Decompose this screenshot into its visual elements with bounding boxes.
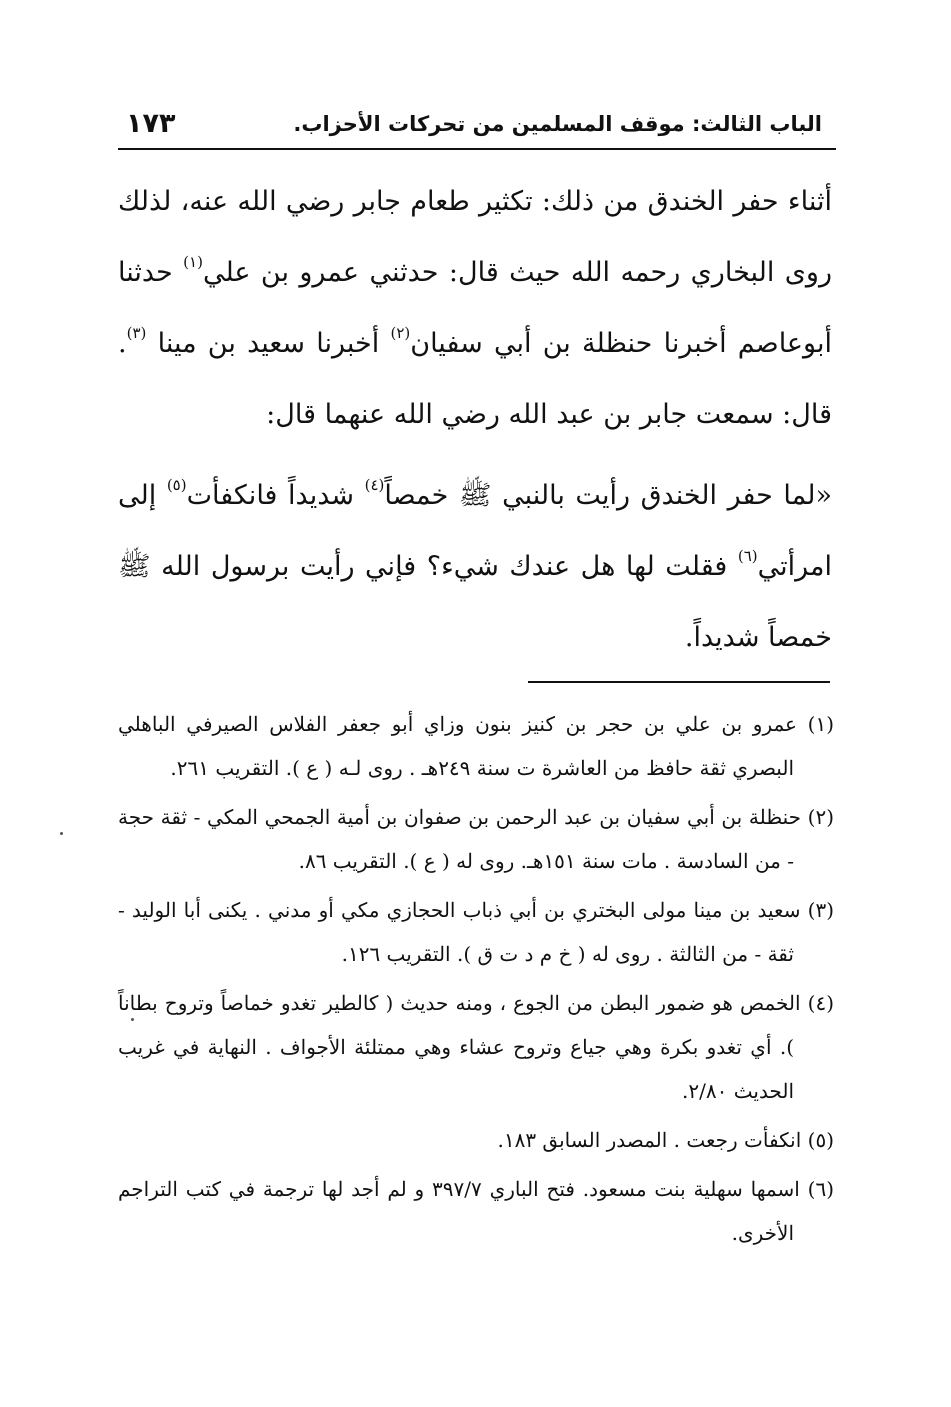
footnotes xyxy=(118,702,834,1260)
quote-text-2: شديداً فانكفأت xyxy=(186,480,365,511)
quote-text-1: «لما حفر الخندق رأيت بالنبي ﷺ خمصاً xyxy=(384,480,832,511)
footnote-ref-4[interactable]: (٤) xyxy=(364,476,385,494)
footnote-separator xyxy=(528,681,830,683)
intro-text-1: أثناء حفر الخندق من ذلك: تكثير طعام جابر رضي الله عنه، لذلك روى البخاري رحمه الله حيث قال: حدثني عمرو بن علي xyxy=(118,186,832,288)
footnote-5: (٥) انكفأت رجعت . المصدر السابق ١٨٣. xyxy=(497,1128,834,1152)
footnote-ref-6[interactable]: (٦) xyxy=(737,547,758,565)
scan-speck xyxy=(60,832,63,835)
main-text xyxy=(118,166,832,673)
intro-text-4: . قال: سمعت جابر بن عبد الله رضي الله عنهما قال: xyxy=(118,328,832,430)
quote-text-4: فقلت لها هل عندك شيء؟ فإني رأيت برسول الله ﷺ خمصاً شديداً. xyxy=(118,551,832,653)
footnote-6: (٦) اسمها سهلية بنت مسعود. فتح الباري ٣٩٧/٧ و لم أجد لها ترجمة في كتب التراجم الأخرى. xyxy=(118,1177,834,1245)
scan-speck xyxy=(131,1018,134,1021)
chapter-title: الباب الثالث: موقف المسلمين من تحركات الأحزاب. xyxy=(293,112,822,136)
footnote-1: (١) عمرو بن علي بن حجر بن كنيز بنون وزاي أبو جعفر الفلاس الصيرفي الباهلي البصري ثقة حافظ من العاشرة ت سنة ٢٤٩هـ . روى لـه ( ع ). التقريب ٢٦١. xyxy=(118,712,834,780)
quote-text-3: إلى امرأتي xyxy=(118,480,832,582)
footnote-ref-3[interactable]: (٣) xyxy=(126,324,147,342)
header-rule xyxy=(118,148,836,150)
running-header xyxy=(118,108,836,148)
footnote-3: (٣) سعيد بن مينا مولى البختري بن أبي ذباب الحجازي مكي أو مدني . يكنى أبا الوليد - ثقة - من الثالثة . روى له ( خ م د ت ق ). التقريب ١٢٦. xyxy=(118,898,834,966)
page-number: ١٧٣ xyxy=(126,108,176,139)
footnote-ref-5[interactable]: (٥) xyxy=(166,476,187,494)
footnote-ref-1[interactable]: (١) xyxy=(183,253,203,271)
footnote-4: (٤) الخمص هو ضمور البطن من الجوع ، ومنه حديث ( كالطير تغدو خماصاً وتروح بطاناً ). أي تغدو بكرة وهي جياع وتروح عشاء وهي ممتلئة الأجواف . النهاية في غريب الحديث ٢/٨٠. xyxy=(118,991,834,1103)
hadith-quote xyxy=(118,460,832,673)
intro-text-2: حدثنا أبوعاصم أخبرنا حنظلة بن أبي سفيان xyxy=(118,257,832,359)
footnote-ref-2[interactable]: (٢) xyxy=(390,324,411,342)
paragraph-intro xyxy=(118,166,832,450)
footnote-2: (٢) حنظلة بن أبي سفيان بن عبد الرحمن بن صفوان بن أمية الجمحي المكي - ثقة حجة - من السادسة . مات سنة ١٥١هـ. روى له ( ع ). التقريب ٨٦. xyxy=(118,805,834,873)
intro-text-3: أخبرنا سعيد بن مينا xyxy=(146,328,391,359)
